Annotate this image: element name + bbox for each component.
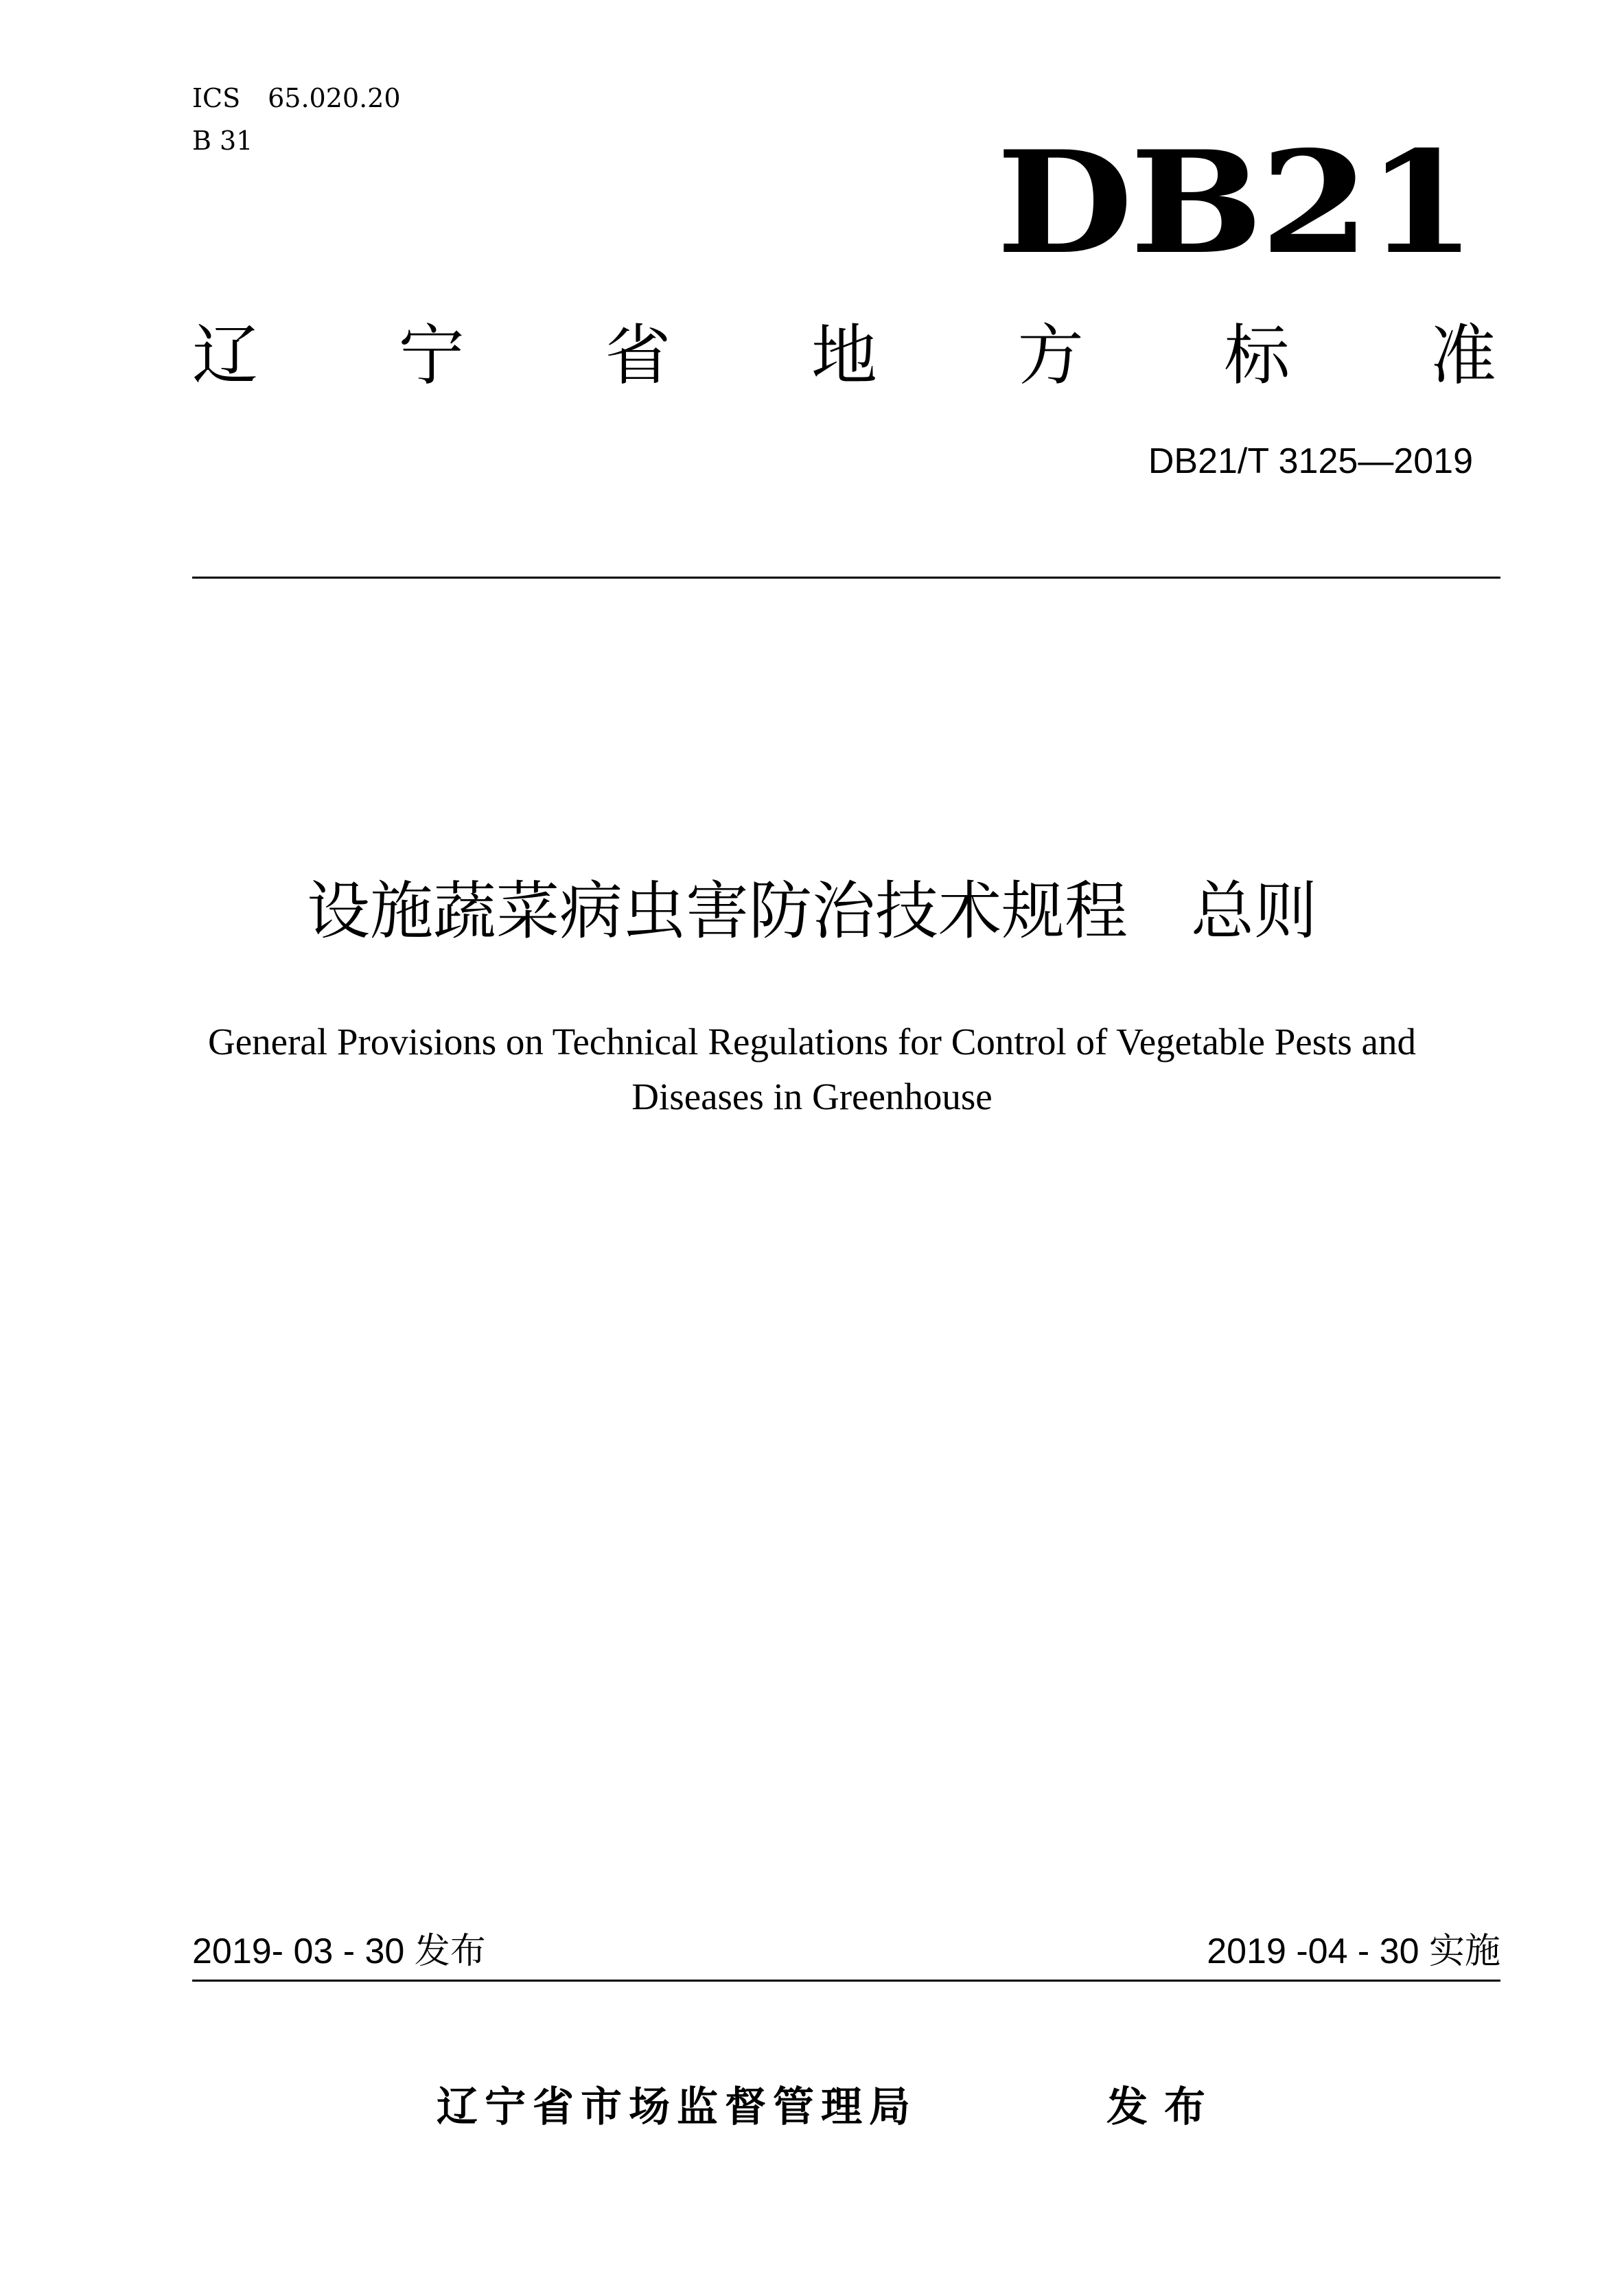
standard-type-char: 省 xyxy=(605,317,671,394)
standard-type-char: 宁 xyxy=(398,317,465,394)
english-title-line-2: Diseases in Greenhouse xyxy=(631,1076,993,1117)
issuing-authority: 辽宁省市场监督管理局 xyxy=(437,2083,917,2131)
ics-code: 65.020.20 xyxy=(268,83,401,113)
standard-type-char: 标 xyxy=(1224,317,1290,394)
chinese-title: 设施蔬菜病虫害防治技术规程 总则 xyxy=(306,874,1317,948)
ics-classification xyxy=(192,81,401,115)
issue-label: 发布 xyxy=(1106,2083,1222,2131)
english-title-line-1: General Provisions on Technical Regulations for Control of Vegetable Pests and xyxy=(208,1021,1416,1063)
standard-type-char: 辽 xyxy=(192,317,258,394)
db-logo: DB21 xyxy=(996,121,1473,286)
english-title xyxy=(0,1014,1624,1124)
top-divider xyxy=(192,577,1500,579)
standard-type-char: 方 xyxy=(1017,317,1084,394)
standard-type-title xyxy=(192,314,1496,397)
standard-number: DB21/T 3125—2019 xyxy=(1148,441,1473,481)
ics-label: ICS xyxy=(192,83,241,113)
release-date: 2019- 03 - 30 发布 xyxy=(192,1932,486,1971)
bottom-divider xyxy=(192,1980,1500,1982)
ccs-code: B 31 xyxy=(192,126,253,156)
implementation-date: 2019 -04 - 30 实施 xyxy=(1207,1932,1500,1971)
standard-type-char: 地 xyxy=(811,317,877,394)
standard-type-char: 准 xyxy=(1430,317,1496,394)
